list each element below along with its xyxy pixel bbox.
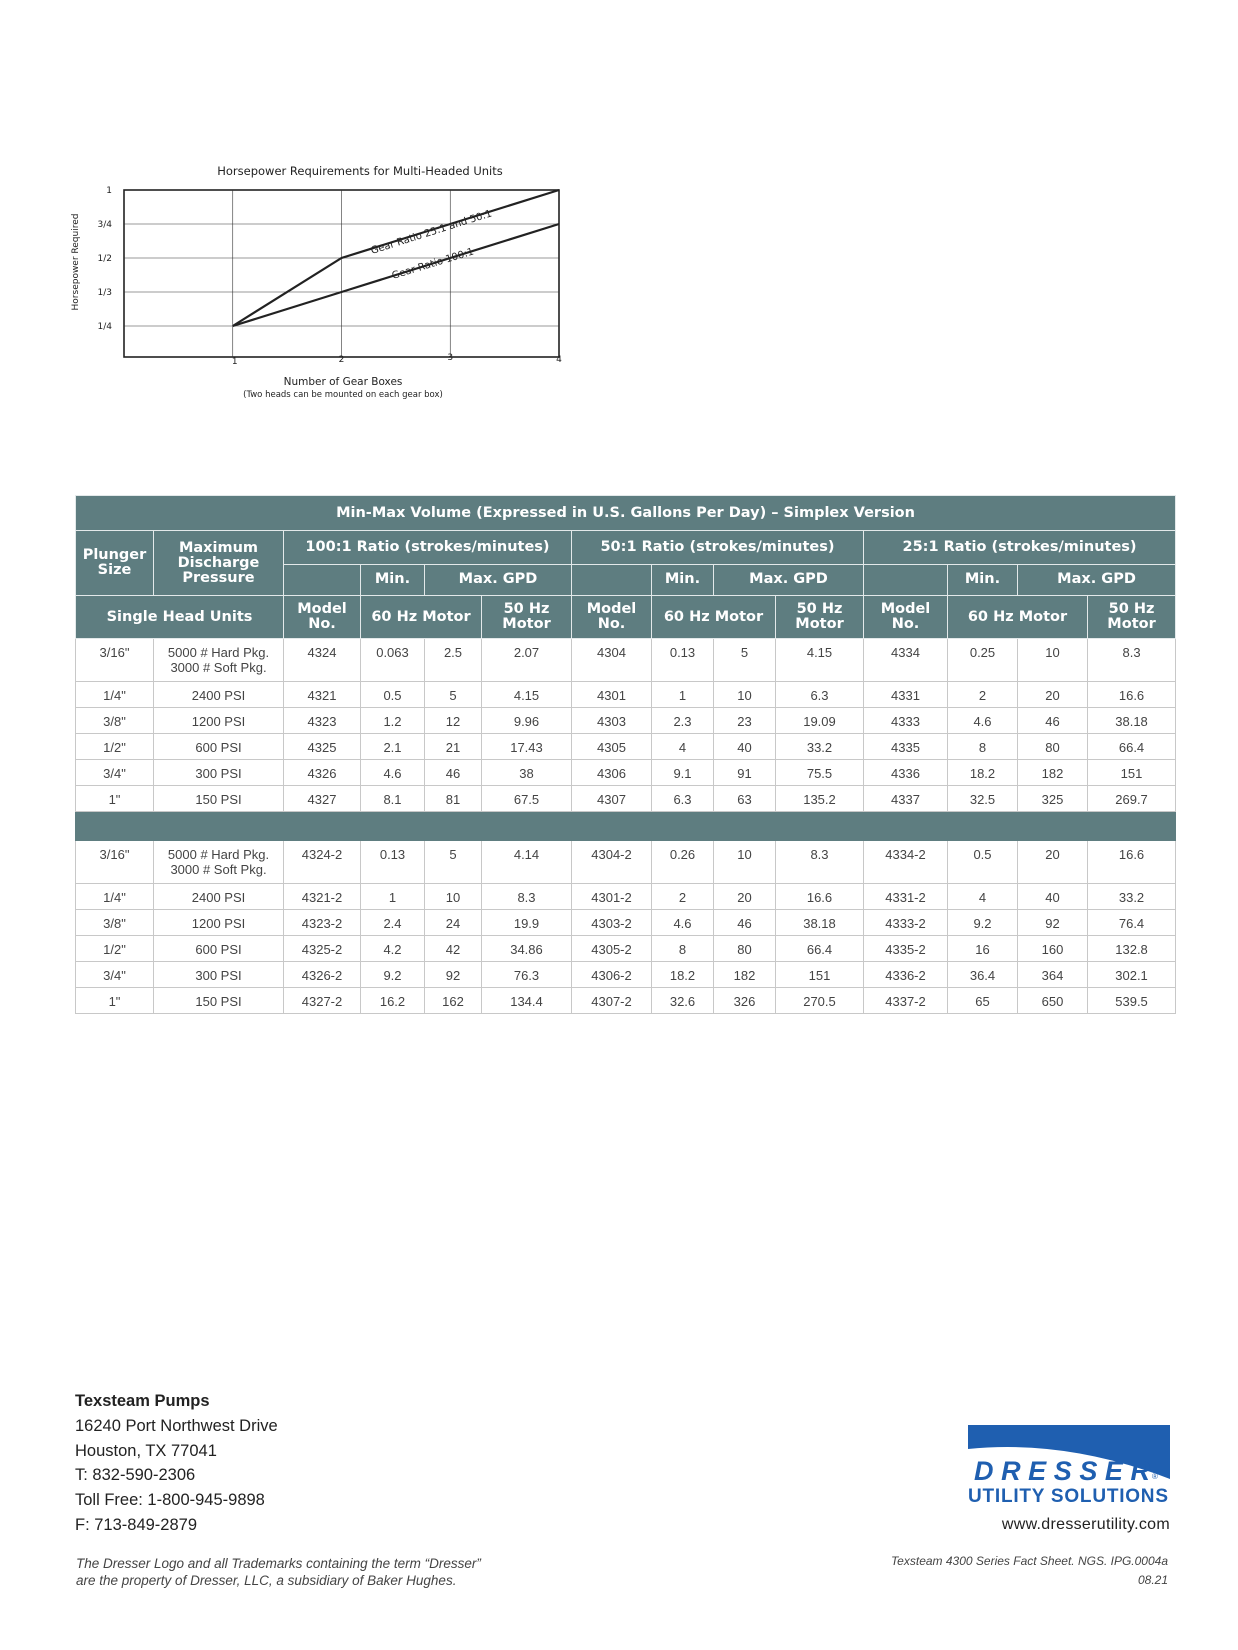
chart-x-axis-note: (Two heads can be mounted on each gear box) — [243, 390, 443, 400]
table-cell: 23 — [714, 708, 776, 734]
table-cell: 19.09 — [776, 708, 864, 734]
table-cell: 1200 PSI — [154, 708, 284, 734]
table-cell: 38.18 — [1088, 708, 1176, 734]
table-cell: 10 — [425, 884, 482, 910]
table-cell: 9.2 — [948, 910, 1018, 936]
table-cell: 24 — [425, 910, 482, 936]
table-cell: 134.4 — [482, 988, 572, 1014]
chart-x-ticks — [232, 353, 562, 367]
table-row — [76, 639, 1176, 682]
chart-title: Horsepower Requirements for Multi-Headed Units — [217, 164, 503, 178]
table-cell: 92 — [1018, 910, 1088, 936]
col-60hz-100: 60 Hz Motor — [361, 596, 482, 639]
table-cell: 0.5 — [361, 682, 425, 708]
table-cell: 4323 — [284, 708, 361, 734]
table-row — [76, 786, 1176, 812]
chart-y-tick-label: 1 — [106, 186, 112, 196]
col-maxgpd-100: Max. GPD — [425, 564, 572, 595]
table-cell: 63 — [714, 786, 776, 812]
table-cell: 4336 — [864, 760, 948, 786]
table-cell — [154, 639, 284, 682]
table-cell: 4.15 — [482, 682, 572, 708]
table-cell: 16.2 — [361, 988, 425, 1014]
table-cell: 0.26 — [652, 841, 714, 884]
col-maxgpd-25: Max. GPD — [1018, 564, 1176, 595]
table-cell: 9.96 — [482, 708, 572, 734]
table-cell: 33.2 — [776, 734, 864, 760]
col-model-25: Model No. — [864, 596, 948, 639]
col-50hz-100: 50 Hz Motor — [482, 596, 572, 639]
table-cell: 5 — [425, 841, 482, 884]
table-cell: 1.2 — [361, 708, 425, 734]
table-cell: 65 — [948, 988, 1018, 1014]
table-cell: 182 — [1018, 760, 1088, 786]
table-cell: 4305 — [572, 734, 652, 760]
table-cell: 302.1 — [1088, 962, 1176, 988]
chart-y-tick-label: 1/3 — [97, 288, 112, 298]
table-cell: 10 — [714, 841, 776, 884]
table-cell: 4334 — [864, 639, 948, 682]
table-cell: 4301-2 — [572, 884, 652, 910]
table-cell: 1" — [76, 988, 154, 1014]
document-date: 08.21 — [1137, 1573, 1168, 1587]
table-cell: 32.5 — [948, 786, 1018, 812]
double-head-rows — [76, 841, 1176, 1014]
table-cell: 46 — [1018, 708, 1088, 734]
table-cell — [154, 841, 284, 884]
trademark-notice — [76, 1556, 481, 1589]
single-head-rows — [76, 639, 1176, 812]
table-cell: 40 — [1018, 884, 1088, 910]
table-cell: 325 — [1018, 786, 1088, 812]
table-cell: 8 — [652, 936, 714, 962]
table-cell: 2.3 — [652, 708, 714, 734]
table-cell: 2.07 — [482, 639, 572, 682]
table-cell: 76.4 — [1088, 910, 1176, 936]
table-row — [76, 936, 1176, 962]
chart-series-label: Gear Ratio 25:1 and 50:1 — [369, 208, 494, 257]
col-60hz-25: 60 Hz Motor — [948, 596, 1088, 639]
table-cell: 650 — [1018, 988, 1088, 1014]
table-cell: 1200 PSI — [154, 910, 284, 936]
table-cell: 66.4 — [776, 936, 864, 962]
table-cell: 4306-2 — [572, 962, 652, 988]
chart-y-tick-label: 1/2 — [97, 254, 112, 264]
col-50hz-25: 50 Hz Motor — [1088, 596, 1176, 639]
table-cell: 3/4" — [76, 962, 154, 988]
company-name: Texsteam Pumps — [75, 1392, 210, 1410]
table-cell: 300 PSI — [154, 962, 284, 988]
table-cell: 4306 — [572, 760, 652, 786]
document-code: Texsteam 4300 Series Fact Sheet. NGS. IPG.0004a — [890, 1554, 1168, 1568]
table-cell: 4.14 — [482, 841, 572, 884]
company-address — [75, 1389, 278, 1538]
chart-x-axis-label: Number of Gear Boxes — [283, 376, 403, 388]
table-cell: 2 — [652, 884, 714, 910]
table-cell: 4 — [652, 734, 714, 760]
col-min-100: Min. — [361, 564, 425, 595]
table-cell: 4325 — [284, 734, 361, 760]
table-cell: 160 — [1018, 936, 1088, 962]
volume-table — [75, 495, 1176, 1014]
volume-table-wrap — [75, 495, 1175, 1014]
col-min-25: Min. — [948, 564, 1018, 595]
table-cell: 135.2 — [776, 786, 864, 812]
table-cell: 18.2 — [652, 962, 714, 988]
table-cell: 20 — [714, 884, 776, 910]
chart-y-axis-label: Horsepower Required — [71, 213, 81, 311]
table-cell: 269.7 — [1088, 786, 1176, 812]
table-cell: 300 PSI — [154, 760, 284, 786]
table-cell: 4.2 — [361, 936, 425, 962]
table-cell: 4333 — [864, 708, 948, 734]
document-reference — [891, 1552, 1168, 1590]
table-cell: 40 — [714, 734, 776, 760]
table-cell: 4324-2 — [284, 841, 361, 884]
table-cell: 150 PSI — [154, 786, 284, 812]
table-cell: 33.2 — [1088, 884, 1176, 910]
table-cell: 4326 — [284, 760, 361, 786]
table-cell: 75.5 — [776, 760, 864, 786]
city-address: Houston, TX 77041 — [75, 1441, 217, 1460]
table-cell: 270.5 — [776, 988, 864, 1014]
logo-dresser-word: DRESSER — [974, 1456, 1150, 1486]
col-50hz-50: 50 Hz Motor — [776, 596, 864, 639]
table-cell: 0.5 — [948, 841, 1018, 884]
table-cell: 4325-2 — [284, 936, 361, 962]
table-cell: 2400 PSI — [154, 884, 284, 910]
table-cell: 4301 — [572, 682, 652, 708]
table-row — [76, 841, 1176, 884]
table-cell: 6.3 — [652, 786, 714, 812]
table-cell: 4334-2 — [864, 841, 948, 884]
table-cell: 34.86 — [482, 936, 572, 962]
chart-y-tick-label: 1/4 — [97, 322, 112, 332]
chart-x-tick-label: 1 — [231, 357, 238, 367]
table-cell: 4307-2 — [572, 988, 652, 1014]
col-empty-100 — [284, 564, 361, 595]
table-cell: 17.43 — [482, 734, 572, 760]
table-row — [76, 708, 1176, 734]
street-address: 16240 Port Northwest Drive — [75, 1416, 278, 1435]
cell-line: 5000 # Hard Pkg. — [167, 645, 270, 660]
chart-y-ticks — [98, 186, 113, 332]
table-cell: 20 — [1018, 841, 1088, 884]
table-cell: 4303-2 — [572, 910, 652, 936]
table-cell: 4321-2 — [284, 884, 361, 910]
table-cell: 151 — [776, 962, 864, 988]
table-cell: 67.5 — [482, 786, 572, 812]
table-cell: 21 — [425, 734, 482, 760]
chart-gridlines — [124, 190, 559, 357]
col-60hz-50: 60 Hz Motor — [652, 596, 776, 639]
table-cell: 1/2" — [76, 936, 154, 962]
table-cell: 91 — [714, 760, 776, 786]
table-cell: 4.6 — [948, 708, 1018, 734]
phone-number: T: 832-590-2306 — [75, 1466, 196, 1485]
table-cell: 1 — [652, 682, 714, 708]
col-ratio-50: 50:1 Ratio (strokes/minutes) — [572, 531, 864, 565]
dresser-logo — [966, 1425, 1170, 1520]
col-ratio-25: 25:1 Ratio (strokes/minutes) — [864, 531, 1176, 565]
section-separator — [76, 812, 1176, 841]
table-row — [76, 682, 1176, 708]
table-cell: 4.6 — [652, 910, 714, 936]
table-cell: 19.9 — [482, 910, 572, 936]
logo-utility-solutions: UTILITY SOLUTIONS — [968, 1486, 1168, 1507]
table-cell: 2400 PSI — [154, 682, 284, 708]
single-head-units: Single Head Units — [76, 596, 284, 639]
table-cell: 8.3 — [482, 884, 572, 910]
table-cell: 1/4" — [76, 682, 154, 708]
table-cell: 42 — [425, 936, 482, 962]
table-row — [76, 988, 1176, 1014]
chart-x-tick-label: 4 — [556, 355, 562, 365]
table-cell: 4327-2 — [284, 988, 361, 1014]
table-cell: 18.2 — [948, 760, 1018, 786]
table-cell: 38 — [482, 760, 572, 786]
trademark-line-1: The Dresser Logo and all Trademarks containing the term “Dresser” — [76, 1556, 481, 1571]
table-cell: 600 PSI — [154, 734, 284, 760]
table-cell: 81 — [425, 786, 482, 812]
table-cell: 10 — [714, 682, 776, 708]
table-cell: 9.2 — [361, 962, 425, 988]
chart-series-label: Gear Ratio 100:1 — [390, 246, 476, 282]
table-cell: 4326-2 — [284, 962, 361, 988]
chart-y-tick-label: 3/4 — [97, 220, 112, 230]
cell-line: 3000 # Soft Pkg. — [170, 862, 267, 877]
col-maxgpd-50: Max. GPD — [714, 564, 864, 595]
table-cell: 8.1 — [361, 786, 425, 812]
table-cell: 92 — [425, 962, 482, 988]
table-cell: 3/8" — [76, 708, 154, 734]
table-cell: 4.6 — [361, 760, 425, 786]
chart-x-tick-label: 2 — [338, 355, 345, 365]
horsepower-chart-svg — [60, 150, 620, 420]
table-cell: 4333-2 — [864, 910, 948, 936]
col-max-discharge: Maximum Discharge Pressure — [154, 531, 284, 596]
table-cell: 16 — [948, 936, 1018, 962]
table-cell: 6.3 — [776, 682, 864, 708]
table-cell: 4324 — [284, 639, 361, 682]
table-cell: 4307 — [572, 786, 652, 812]
table-cell: 132.8 — [1088, 936, 1176, 962]
table-cell: 46 — [714, 910, 776, 936]
table-cell: 38.18 — [776, 910, 864, 936]
table-cell: 3/16" — [76, 639, 154, 682]
table-cell: 76.3 — [482, 962, 572, 988]
table-cell: 66.4 — [1088, 734, 1176, 760]
table-cell: 4321 — [284, 682, 361, 708]
table-cell: 4327 — [284, 786, 361, 812]
table-cell: 1 — [361, 884, 425, 910]
chart-x-tick-label: 3 — [447, 353, 454, 363]
table-cell: 2 — [948, 682, 1018, 708]
table-cell: 16.6 — [1088, 682, 1176, 708]
logo-registered-mark: ® — [1152, 1472, 1158, 1481]
table-cell: 36.4 — [948, 962, 1018, 988]
table-row — [76, 760, 1176, 786]
table-cell: 326 — [714, 988, 776, 1014]
table-cell: 3/16" — [76, 841, 154, 884]
cell-line: 3000 # Soft Pkg. — [170, 660, 267, 675]
table-cell: 3/4" — [76, 760, 154, 786]
table-cell: 2.5 — [425, 639, 482, 682]
col-empty-25 — [864, 564, 948, 595]
table-cell: 4335-2 — [864, 936, 948, 962]
table-cell: 8.3 — [776, 841, 864, 884]
table-cell: 150 PSI — [154, 988, 284, 1014]
table-cell: 8.3 — [1088, 639, 1176, 682]
table-cell: 2.1 — [361, 734, 425, 760]
table-cell: 4337 — [864, 786, 948, 812]
table-cell: 0.25 — [948, 639, 1018, 682]
table-cell: 4304 — [572, 639, 652, 682]
cell-line: 5000 # Hard Pkg. — [167, 847, 270, 862]
table-row — [76, 910, 1176, 936]
table-cell: 80 — [714, 936, 776, 962]
table-row — [76, 734, 1176, 760]
table-cell: 162 — [425, 988, 482, 1014]
table-cell: 1/4" — [76, 884, 154, 910]
table-cell: 4335 — [864, 734, 948, 760]
col-min-50: Min. — [652, 564, 714, 595]
table-cell: 12 — [425, 708, 482, 734]
table-cell: 151 — [1088, 760, 1176, 786]
table-cell: 182 — [714, 962, 776, 988]
table-cell: 4 — [948, 884, 1018, 910]
toll-free-number: Toll Free: 1-800-945-9898 — [75, 1491, 265, 1510]
table-cell: 4.15 — [776, 639, 864, 682]
table-cell: 5 — [425, 682, 482, 708]
col-model-50: Model No. — [572, 596, 652, 639]
table-cell: 1/2" — [76, 734, 154, 760]
table-cell: 0.13 — [361, 841, 425, 884]
table-cell: 8 — [948, 734, 1018, 760]
table-cell: 32.6 — [652, 988, 714, 1014]
table-cell: 16.6 — [1088, 841, 1176, 884]
table-cell: 4331 — [864, 682, 948, 708]
table-cell: 539.5 — [1088, 988, 1176, 1014]
table-cell: 364 — [1018, 962, 1088, 988]
table-cell: 4303 — [572, 708, 652, 734]
col-plunger-size: Plunger Size — [76, 531, 154, 596]
col-empty-50 — [572, 564, 652, 595]
table-cell: 80 — [1018, 734, 1088, 760]
table-cell: 0.13 — [652, 639, 714, 682]
website-link[interactable]: www.dresserutility.com — [1001, 1516, 1170, 1533]
table-cell: 3/8" — [76, 910, 154, 936]
table-cell: 2.4 — [361, 910, 425, 936]
table-row — [76, 962, 1176, 988]
col-ratio-100: 100:1 Ratio (strokes/minutes) — [284, 531, 572, 565]
table-cell: 600 PSI — [154, 936, 284, 962]
table-row — [76, 884, 1176, 910]
fax-number: F: 713-849-2879 — [75, 1515, 198, 1534]
table-cell: 4336-2 — [864, 962, 948, 988]
col-model-100: Model No. — [284, 596, 361, 639]
table-title: Min-Max Volume (Expressed in U.S. Gallons Per Day) – Simplex Version — [76, 496, 1176, 531]
table-cell: 16.6 — [776, 884, 864, 910]
trademark-line-2: are the property of Dresser, LLC, a subsidiary of Baker Hughes. — [76, 1572, 457, 1588]
table-cell: 20 — [1018, 682, 1088, 708]
table-cell: 1" — [76, 786, 154, 812]
table-cell: 4304-2 — [572, 841, 652, 884]
table-cell: 4305-2 — [572, 936, 652, 962]
table-cell: 4337-2 — [864, 988, 948, 1014]
table-cell: 9.1 — [652, 760, 714, 786]
table-cell: 5 — [714, 639, 776, 682]
horsepower-chart — [60, 150, 620, 420]
table-cell: 10 — [1018, 639, 1088, 682]
table-cell: 4323-2 — [284, 910, 361, 936]
table-cell: 46 — [425, 760, 482, 786]
table-cell: 0.063 — [361, 639, 425, 682]
table-cell: 4331-2 — [864, 884, 948, 910]
